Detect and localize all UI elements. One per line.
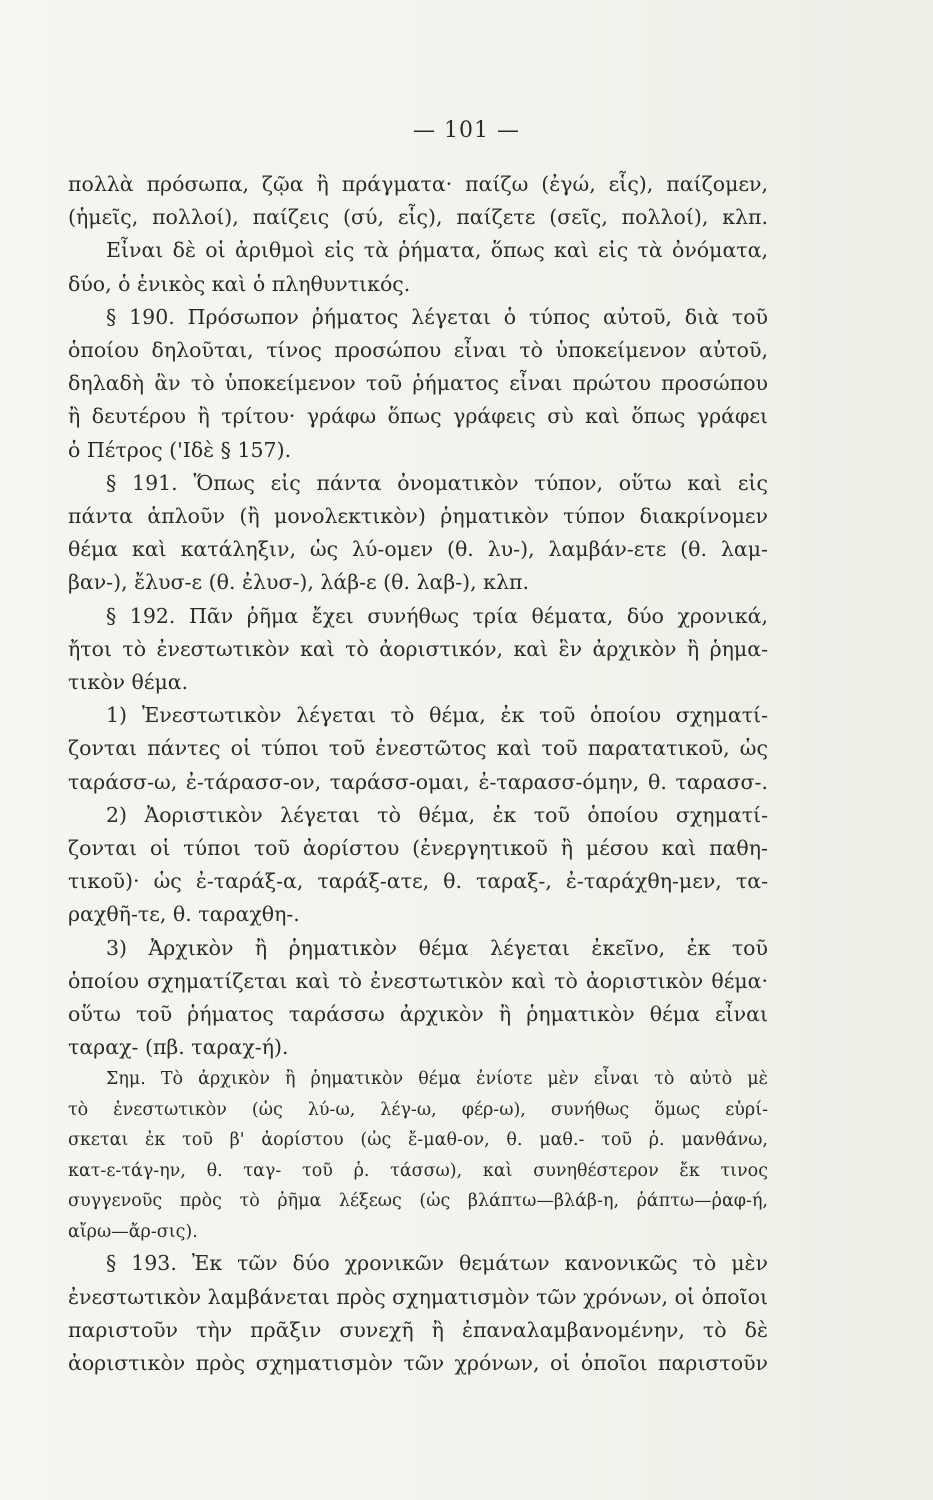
text-line: 2) Ἀοριστικὸν λέγεται τὸ θέμα, ἐκ τοῦ ὁποίου σχηματί- bbox=[106, 802, 768, 827]
page-number: — 101 — bbox=[413, 118, 520, 143]
text-line: ἀοριστικὸν πρὸς σχηματισμὸν τῶν χρόνων, οἱ ὁποῖοι παριστοῦν bbox=[68, 1351, 768, 1376]
text-line: πολλὰ πρόσωπα, ζῷα ἢ πράγματα· παίζω (ἐγώ, εἷς), παίζομεν, bbox=[68, 172, 768, 196]
text-line: τικὸν θέμα. bbox=[68, 670, 189, 695]
section-190-line: § 190. Πρόσωπον ῥήματος λέγεται ὁ τύπος αὐτοῦ, διὰ τοῦ bbox=[106, 304, 768, 329]
text-line: ἤτοι τὸ ἐνεστωτικὸν καὶ τὸ ἀοριστικόν, καὶ ἓν ἀρχικὸν ἢ ῥημα- bbox=[68, 636, 768, 661]
note-line: συγγενοῦς πρὸς τὸ ῥῆμα λέξεως (ὡς βλάπτω—βλάβ-η, ῥάπτω—ῥαφ-ή, bbox=[68, 1191, 768, 1212]
text-line: δύο, ὁ ἑνικὸς καὶ ὁ πληθυντικός. bbox=[68, 271, 411, 296]
note-line: κατ-ε-τάγ-ην, θ. ταγ- τοῦ ῥ. τάσσω), καὶ συνηθέστερον ἔκ τινος bbox=[68, 1160, 768, 1181]
note-line: σκεται ἐκ τοῦ β' ἀορίστου (ὡς ἔ-μαθ-ον, θ. μαθ.- τοῦ ῥ. μανθάνω, bbox=[68, 1130, 768, 1151]
text-line: ταραχ- (πβ. ταραχ-ή). bbox=[68, 1035, 289, 1060]
text-line: ὁ Πέτρος ('Ιδὲ § 157). bbox=[68, 437, 292, 462]
text-line: ταράσσ-ω, ἐ-τάρασσ-ον, ταράσσ-ομαι, ἐ-ταρασσ-όμην, θ. ταρασσ-. bbox=[68, 769, 768, 794]
note-line: αἴρω—ἄρ-σις). bbox=[68, 1221, 198, 1242]
text-line: δηλαδὴ ἂν τὸ ὑποκείμενον τοῦ ῥήματος εἶναι πρώτου προσώπου bbox=[68, 371, 768, 396]
note-line: Σημ. Τὸ ἀρχικὸν ἢ ῥηματικὸν θέμα ἐνίοτε μὲν εἶναι τὸ αὐτὸ μὲ bbox=[106, 1069, 768, 1090]
text-line: 3) Ἀρχικὸν ἢ ῥηματικὸν θέμα λέγεται ἐκεῖνο, ἐκ τοῦ bbox=[106, 935, 768, 960]
text-line: ζονται οἱ τύποι τοῦ ἀορίστου (ἐνεργητικοῦ ἢ μέσου καὶ παθη- bbox=[68, 836, 768, 861]
text-line: ὁποίου δηλοῦται, τίνος προσώπου εἶναι τὸ ὑποκείμενον αὐτοῦ, bbox=[68, 338, 768, 363]
text-line: ἐνεστωτικὸν λαμβάνεται πρὸς σχηματισμὸν τῶν χρόνων, οἱ ὁποῖοι bbox=[68, 1284, 769, 1309]
text-line: 1) Ἐνεστωτικὸν λέγεται τὸ θέμα, ἐκ τοῦ ὁποίου σχηματί- bbox=[106, 703, 768, 728]
text-line: ζονται πάντες οἱ τύποι τοῦ ἐνεστῶτος καὶ τοῦ παρατατικοῦ, ὡς bbox=[68, 736, 768, 761]
text-line: ἢ δευτέρου ἢ τρίτου· γράφω ὅπως γράφεις σὺ καὶ ὅπως γράφει bbox=[68, 404, 768, 429]
section-191-line: § 191. Ὅπως εἰς πάντα ὀνοματικὸν τύπον, οὕτω καὶ εἰς bbox=[106, 470, 768, 495]
section-192-line: § 192. Πᾶν ῥῆμα ἔχει συνήθως τρία θέματα, δύο χρονικά, bbox=[106, 603, 768, 628]
text-line: τικοῦ)· ὡς ἐ-ταράξ-α, ταράξ-ατε, θ. ταραξ-, ἐ-ταράχθη-μεν, τα- bbox=[68, 869, 768, 894]
text-line: θέμα καὶ κατάληξιν, ὡς λύ-ομεν (θ. λυ-), λαμβάν-ετε (θ. λαμ- bbox=[68, 537, 768, 562]
text-line: οὕτω τοῦ ῥήματος ταράσσω ἀρχικὸν ἢ ῥηματικὸν θέμα εἶναι bbox=[68, 1002, 768, 1027]
text-line: βαν-), ἔλυσ-ε (θ. ἐλυσ-), λάβ-ε (θ. λαβ-), κλπ. bbox=[68, 570, 529, 595]
section-193-line: § 193. Ἐκ τῶν δύο χρονικῶν θεμάτων κανονικῶς τὸ μὲν bbox=[106, 1251, 768, 1276]
text-line: Εἶναι δὲ οἱ ἀριθμοὶ εἰς τὰ ῥήματα, ὅπως καὶ εἰς τὰ ὀνόματα, bbox=[106, 238, 768, 263]
text-line: ὁποίου σχηματίζεται καὶ τὸ ἐνεστωτικὸν καὶ τὸ ἀοριστικὸν θέμα· bbox=[68, 968, 768, 993]
text-line: ραχθῆ-τε, θ. ταραχθη-. bbox=[68, 902, 300, 927]
text-line: (ἡμεῖς, πολλοί), παίζεις (σύ, εἷς), παίζετε (σεῖς, πολλοί), κλπ. bbox=[68, 205, 768, 230]
note-block bbox=[68, 1064, 768, 1247]
main-text bbox=[68, 168, 768, 1380]
note-line: τὸ ἐνεστωτικὸν (ὡς λύ-ω, λέγ-ω, φέρ-ω), συνήθως ὅμως εὑρί- bbox=[68, 1099, 768, 1120]
text-line: παριστοῦν τὴν πρᾶξιν συνεχῆ ἢ ἐπαναλαμβανομένην, τὸ δὲ bbox=[68, 1317, 768, 1342]
text-line: πάντα ἁπλοῦν (ἢ μονολεκτικὸν) ῥηματικὸν τύπον διακρίνομεν bbox=[68, 504, 768, 529]
